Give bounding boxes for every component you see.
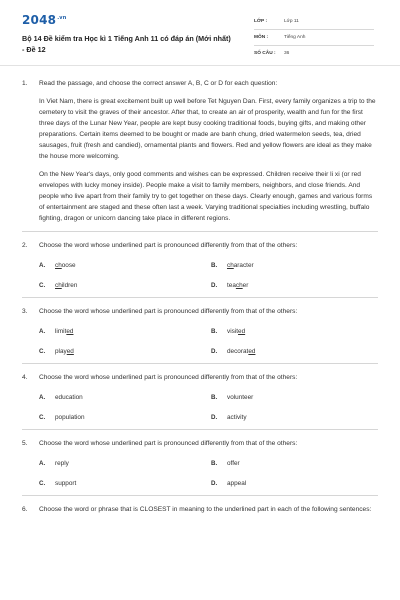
question-number: 1. xyxy=(22,80,28,87)
underlined-part: ch xyxy=(235,282,243,289)
answer-option-c[interactable]: C. children xyxy=(39,282,78,289)
question-prompt: Read the passage, and choose the correct answer A, B, C or D for each question: xyxy=(39,80,278,87)
reading-passage xyxy=(39,96,378,224)
question-number: 6. xyxy=(22,506,28,513)
answer-option-d[interactable]: D. teacher xyxy=(211,282,249,289)
answer-option-d[interactable]: D. activity xyxy=(211,414,247,421)
divider xyxy=(22,297,378,298)
question-3 xyxy=(22,306,378,357)
meta-value: Lớp 11 xyxy=(284,19,299,24)
meta-row-count xyxy=(254,48,374,62)
passage-paragraph: On the New Year's days, only good comments and wishes can be expressed. Children receive their li xi (or red envelopes with lucky money inside). People make a visit to family members, neighbors, and close friends. And people who live apart from their family try to get together on these days. Clearly enough, games and various forms of entertainment are staged and these often last a week. Varying traditional specialties including wrestling, buffalo fighting, dragon or unicorn dancing take place in different regions. xyxy=(39,171,373,222)
answer-options xyxy=(39,392,378,423)
document-meta xyxy=(254,16,374,64)
question-5 xyxy=(22,438,378,489)
question-6 xyxy=(22,504,378,515)
question-4 xyxy=(22,372,378,423)
question-2 xyxy=(22,240,378,291)
answer-options xyxy=(39,260,378,291)
question-1 xyxy=(22,78,378,224)
answer-options xyxy=(39,326,378,357)
document-title: Bộ 14 Đề kiểm tra Học kì 1 Tiếng Anh 11 có đáp án (Mới nhất) - Đề 12 xyxy=(22,34,231,54)
underlined-part: ch xyxy=(55,282,62,289)
answer-option-a[interactable]: A. choose xyxy=(39,262,76,269)
underlined-part: ed xyxy=(238,328,246,335)
underlined-part: ch xyxy=(55,262,62,269)
divider xyxy=(22,429,378,430)
meta-value: Tiếng Anh xyxy=(284,35,306,40)
question-number: 3. xyxy=(22,308,28,315)
divider xyxy=(22,495,378,496)
answer-option-b[interactable]: B. offer xyxy=(211,460,240,467)
page-header xyxy=(0,0,400,66)
underlined-part: ed xyxy=(66,348,74,355)
site-logo[interactable] xyxy=(22,13,67,27)
question-prompt: Choose the word whose underlined part is pronounced differently from that of the others: xyxy=(39,440,298,447)
underlined-part: ed xyxy=(66,328,74,335)
question-prompt: Choose the word whose underlined part is pronounced differently from that of the others: xyxy=(39,242,298,249)
answer-options xyxy=(39,458,378,489)
divider xyxy=(22,363,378,364)
meta-row-subject xyxy=(254,32,374,46)
passage-paragraph: In Viet Nam, there is great excitement built up well before Tet Nguyen Dan. First, every family organizes a trip to the cemetery to visit the graves of their ancestor. After that, to create an air of prosperity, wealth and fun for the first three days of the Lunar New Year, people are kept busy cooking traditional foods, buying gifts, and making other preparations. Certain items deemed to be bought or made are banh chung, dried watermelon seeds, tea, dried sausages, fruit (fresh and candied), ornamental plants and flowers. Red and yellow flowers are ideal as they make the house more welcoming. xyxy=(39,98,376,160)
question-prompt: Choose the word whose underlined part is pronounced differently from that of the others: xyxy=(39,308,298,315)
answer-option-b[interactable]: B. character xyxy=(211,262,254,269)
meta-key: SỐ CÂU : xyxy=(254,51,276,56)
answer-option-c[interactable]: C. support xyxy=(39,480,77,487)
answer-option-d[interactable]: D. decorated xyxy=(211,348,256,355)
question-number: 5. xyxy=(22,440,28,447)
answer-option-a[interactable]: A. education xyxy=(39,394,83,401)
divider xyxy=(22,231,378,232)
questions-content xyxy=(22,78,378,515)
answer-option-d[interactable]: D. appeal xyxy=(211,480,247,487)
answer-option-c[interactable]: C. population xyxy=(39,414,85,421)
meta-value: 36 xyxy=(284,51,290,56)
meta-row-class xyxy=(254,16,374,30)
logo-text: 2048 xyxy=(22,13,57,27)
meta-key: LỚP : xyxy=(254,19,268,24)
answer-option-b[interactable]: B. visited xyxy=(211,328,246,335)
question-prompt: Choose the word or phrase that is CLOSEST in meaning to the underlined part in each of the following sentences: xyxy=(39,506,372,513)
question-number: 2. xyxy=(22,242,28,249)
underlined-part: ch xyxy=(227,262,234,269)
answer-option-c[interactable]: C. played xyxy=(39,348,74,355)
question-number: 4. xyxy=(22,374,28,381)
underlined-part: ed xyxy=(248,348,256,355)
answer-option-b[interactable]: B. volunteer xyxy=(211,394,254,401)
meta-key: MÔN : xyxy=(254,35,269,40)
question-prompt: Choose the word whose underlined part is pronounced differently from that of the others: xyxy=(39,374,298,381)
answer-option-a[interactable]: A. limited xyxy=(39,328,74,335)
logo-suffix: .vn xyxy=(57,15,67,21)
answer-option-a[interactable]: A. reply xyxy=(39,460,69,467)
